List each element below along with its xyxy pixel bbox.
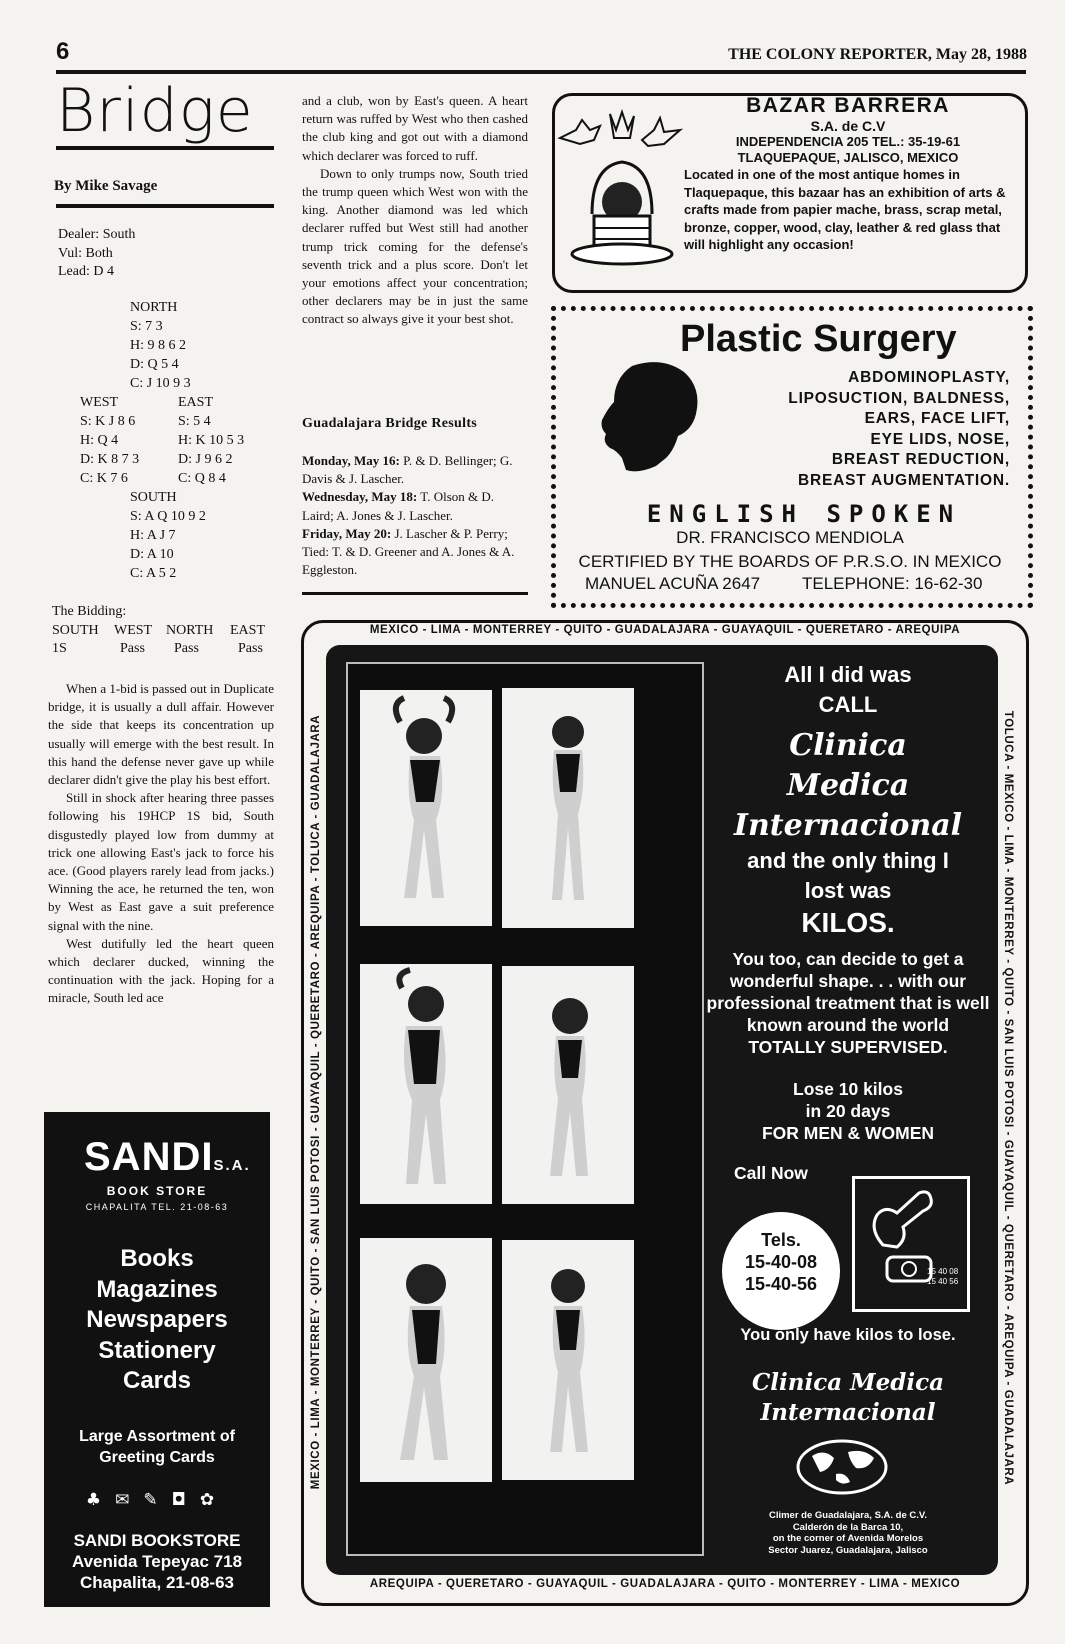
hand-hearts: H: 9 8 6 2 xyxy=(130,338,186,353)
flower-icon: ✿ xyxy=(199,1490,229,1510)
headline-2: CALL xyxy=(818,692,878,717)
headline-4: lost was xyxy=(804,878,892,903)
telephone-2: 15-40-56 xyxy=(744,1274,818,1294)
surgery-address: MANUEL ACUÑA 2647 xyxy=(585,574,761,593)
east-hand xyxy=(178,393,244,488)
model-figure xyxy=(502,688,634,928)
hand-hearts: H: K 10 5 3 xyxy=(178,433,245,448)
vulnerability: Vul: Both xyxy=(58,245,113,261)
procedure: EYE LIDS, NOSE, xyxy=(870,430,1010,448)
hand-diamonds: D: Q 5 4 xyxy=(130,357,179,372)
hand-label: SOUTH xyxy=(130,490,177,505)
telephone-1: 15-40-08 xyxy=(744,1252,818,1272)
bidding-title: The Bidding: xyxy=(52,604,127,619)
photo-strip xyxy=(346,662,704,1556)
south-hand xyxy=(130,488,206,583)
bid-col-south: SOUTH xyxy=(52,622,99,638)
model-figure xyxy=(360,690,492,926)
dove-icon xyxy=(610,112,634,138)
hand-clubs: C: K 7 6 xyxy=(80,471,128,486)
telephone-badge xyxy=(722,1212,840,1330)
procedure-list xyxy=(728,368,1010,491)
bridge-article-body xyxy=(48,680,274,1008)
sandi-products xyxy=(44,1244,270,1397)
phone-numbers-small: 15 40 08 15 40 56 xyxy=(927,1267,959,1286)
pen-icon: ✎ xyxy=(143,1490,172,1510)
hand-hearts: H: Q 4 xyxy=(80,433,119,448)
paragraph: When a 1-bid is passed out in Duplicate bridge, it is usually a dull affair. However the side that keeps its concentration up usually will emerge with the best result. In this hand the defense never gave up while declarer didn't give the play his best effort. xyxy=(48,681,274,788)
bridge-title: Bridge xyxy=(56,76,254,146)
procedure: EARS, FACE LIFT, xyxy=(864,410,1010,427)
paragraph: Down to only trumps now, South tried the trump queen which West won with the king. Another diamond was led which declarer ruffed but West still had another trump trick coming for the defense's seventh trick and a plus score. Don't let your emotions affect your concentration; other declarers may be in just the same contract so always give it your best shot. xyxy=(302,165,528,327)
product: Newspapers xyxy=(86,1306,228,1333)
bid-col-east: EAST xyxy=(230,622,265,638)
greeting-cards-line: Large Assortment of Greeting Cards xyxy=(79,1428,235,1466)
clinic-name-1: Clinica xyxy=(789,728,907,763)
product: Cards xyxy=(122,1367,192,1394)
byline: By Mike Savage xyxy=(54,178,158,194)
clinic-name-2: Medica xyxy=(786,768,910,803)
bazar-company: S.A. de C.V xyxy=(810,118,886,134)
bridge-diagram xyxy=(58,298,290,588)
photo xyxy=(502,688,634,928)
cities-right: TOLUCA - MEXICO - LIMA - MONTERREY - QUITO - SAN LUIS POTOSI - GUAYAQUIL - QUERETARO - AREQUIPA - GUADALAJARA xyxy=(1002,710,1014,1486)
paragraph: West dutifully led the heart queen which declarer ducked, winning the continuation with the jack. Hoping for a miracle, South led ace xyxy=(48,935,274,1006)
cities-bottom: AREQUIPA - QUERETARO - GUAYAQUIL - GUADALAJARA - QUITO - MONTERREY - LIMA - MEXICO xyxy=(369,1578,961,1590)
globe-icon xyxy=(790,1436,894,1498)
result-item: Monday, May 16: P. & D. Bellinger; G. Davis & J. Lascher. xyxy=(302,453,513,487)
photo xyxy=(360,1238,492,1482)
photo xyxy=(502,1240,634,1480)
model-figure xyxy=(502,1240,634,1480)
call-now: Call Now xyxy=(734,1163,808,1183)
hand-spades: S: A Q 10 9 2 xyxy=(130,509,206,524)
bid-north: Pass xyxy=(174,641,199,656)
hand-label: WEST xyxy=(80,395,119,410)
english-spoken: ENGLISH SPOKEN xyxy=(646,500,962,528)
tels-label: Tels. xyxy=(761,1230,801,1250)
sandi-subtitle: BOOK STORE xyxy=(106,1184,208,1198)
result-item: Wednesday, May 18: T. Olson & D. Laird; A. Jones & J. Lascher. xyxy=(302,489,495,523)
north-hand xyxy=(130,298,191,393)
procedure: ABDOMINOPLASTY, xyxy=(848,369,1010,386)
sandi-bookstore-ad xyxy=(44,1112,270,1607)
paragraph: Still in shock after hearing three passes following his 19HCP 1S bid, South disgustedly played low from dummy at trick one allowing East's jack to force his ace. (Good players rarely lead from jacks.) Winning the ace, he returned the ten, won by West as East gave a suit preference signal with the nine. xyxy=(48,790,274,933)
bazar-address: INDEPENDENCIA 205 TEL.: 35-19-61 xyxy=(735,134,961,149)
headline-1: All I did was xyxy=(784,662,912,687)
header-rule xyxy=(56,70,1026,74)
hand-diamonds: D: J 9 6 2 xyxy=(178,452,233,467)
title-rule xyxy=(56,146,274,150)
bazar-city: TLAQUEPAQUE, JALISCO, MEXICO xyxy=(737,150,959,165)
bidding-header xyxy=(52,622,278,641)
hand-spades: S: K J 8 6 xyxy=(80,414,136,429)
phone-illustration xyxy=(852,1176,970,1312)
deal-info xyxy=(58,226,135,282)
model-figure xyxy=(360,1238,492,1482)
bid-col-west: WEST xyxy=(114,622,153,638)
column-rule xyxy=(302,592,528,595)
bazar-name: BAZAR BARRERA xyxy=(746,94,950,117)
model-figure xyxy=(502,966,634,1204)
clinic-tagline: You only have kilos to lose. xyxy=(740,1326,956,1344)
bidding-row xyxy=(52,640,278,659)
paragraph: and a club, won by East's queen. A heart return was ruffed by West who then cashed the club king and got out with a diamond which declarer was forced to ruff. xyxy=(302,93,528,163)
result-item: Friday, May 20: J. Lascher & P. Perry; Tied: T. & D. Greener and A. Jones & A. Eggleston. xyxy=(302,525,515,578)
pitch: You too, can decide to get a wonderful shape. . . with our professional treatment that is well known around the world TOTALLY SUPERVISED. xyxy=(706,949,990,1057)
sandi-icons xyxy=(44,1490,270,1510)
offer-1: Lose 10 kilos xyxy=(793,1079,903,1099)
hand-spades: S: 7 3 xyxy=(130,319,163,334)
procedure: BREAST AUGMENTATION. xyxy=(797,471,1010,489)
hand-hearts: H: A J 7 xyxy=(130,528,176,543)
product: Stationery xyxy=(98,1336,216,1364)
product: Books xyxy=(120,1245,194,1272)
west-hand xyxy=(80,393,139,488)
offer-2: in 20 days xyxy=(805,1101,891,1121)
tree-icon: ♣ xyxy=(85,1490,116,1510)
sandi-logo: SANDIS.A. xyxy=(84,1135,251,1179)
page-number: 6 xyxy=(56,38,70,65)
clinic-name-3: Internacional xyxy=(733,808,963,843)
opening-lead: Lead: D 4 xyxy=(58,264,114,279)
dealer: Dealer: South xyxy=(58,227,136,242)
photo xyxy=(502,966,634,1204)
hand-spades: S: 5 4 xyxy=(178,414,211,429)
cities-top: MEXICO - LIMA - MONTERREY - QUITO - GUADALAJARA - GUAYAQUIL - QUERETARO - AREQUIPA xyxy=(369,624,961,636)
bridge-article-continued xyxy=(302,92,528,329)
model-figure xyxy=(360,964,492,1204)
results-title: Guadalajara Bridge Results xyxy=(302,416,478,431)
product: Magazines xyxy=(96,1275,218,1303)
headline-kilos: KILOS. xyxy=(801,907,895,938)
hand-label: NORTH xyxy=(130,300,178,315)
sandi-footer: SANDI BOOKSTORE Avenida Tepeyac 718 Chapalita, 21-08-63 xyxy=(71,1531,243,1592)
dateline: THE COLONY REPORTER, May 28, 1988 xyxy=(728,46,1027,63)
dove-icon xyxy=(560,120,600,144)
bid-west: Pass xyxy=(120,641,145,656)
head-silhouette-icon xyxy=(592,358,702,476)
cities-left: MEXICO - LIMA - MONTERREY - QUITO - SAN LUIS POTOSI - GUAYAQUIL - QUERETARO - AREQUIPA - TOLUCA - GUADALAJARA xyxy=(310,714,322,1490)
gift-icon: ◘ xyxy=(171,1490,200,1510)
bazar-description: Located in one of the most antique homes in Tlaquepaque, this bazaar has an exhibition of arts & crafts made from papier mache, brass, scrap metal, bronze, copper, wood, clay, leather & red glass that will highlight any occasion! xyxy=(684,167,1006,252)
results-list xyxy=(302,452,528,579)
dove-icon xyxy=(642,118,680,146)
bid-col-north: NORTH xyxy=(166,622,214,638)
clinic-address: Climer de Guadalajara, S.A. de C.V. Calderón de la Barca 10, on the corner of Avenida Morelos Sector Juarez, Guadalajara, Jalisco xyxy=(768,1510,928,1556)
photo xyxy=(360,964,492,1204)
clinic-ad-copy xyxy=(706,660,990,1184)
surgery-title: Plastic Surgery xyxy=(680,318,957,360)
procedure: LIPOSUCTION, BALDNESS, xyxy=(788,389,1010,407)
hand-label: EAST xyxy=(178,395,213,410)
bazar-ad-text xyxy=(676,94,1020,254)
procedure: BREAST REDUCTION, xyxy=(831,451,1010,468)
certification: CERTIFIED BY THE BOARDS OF P.R.S.O. IN MEXICO xyxy=(578,552,1002,571)
bid-south: 1S xyxy=(52,641,67,656)
basket-illustration xyxy=(556,104,686,284)
hand-diamonds: D: K 8 7 3 xyxy=(80,452,140,467)
hand-clubs: C: A 5 2 xyxy=(130,566,177,581)
bid-east: Pass xyxy=(238,641,263,656)
bidding xyxy=(52,603,278,659)
doctor-name: DR. FRANCISCO MENDIOLA xyxy=(676,528,904,547)
hand-clubs: C: Q 8 4 xyxy=(178,471,226,486)
offer-3: FOR MEN & WOMEN xyxy=(761,1123,935,1143)
hand-diamonds: D: A 10 xyxy=(130,547,174,562)
byline-rule xyxy=(56,204,274,208)
headline-3: and the only thing I xyxy=(747,848,949,873)
sandi-location: CHAPALITA TEL. 21-08-63 xyxy=(85,1202,229,1212)
hand-clubs: C: J 10 9 3 xyxy=(130,376,191,391)
surgery-telephone: TELEPHONE: 16-62-30 xyxy=(802,574,983,593)
envelope-icon: ✉ xyxy=(115,1490,144,1510)
photo xyxy=(360,690,492,926)
clinic-logo-text: Clinica Medica Internacional xyxy=(752,1369,944,1426)
